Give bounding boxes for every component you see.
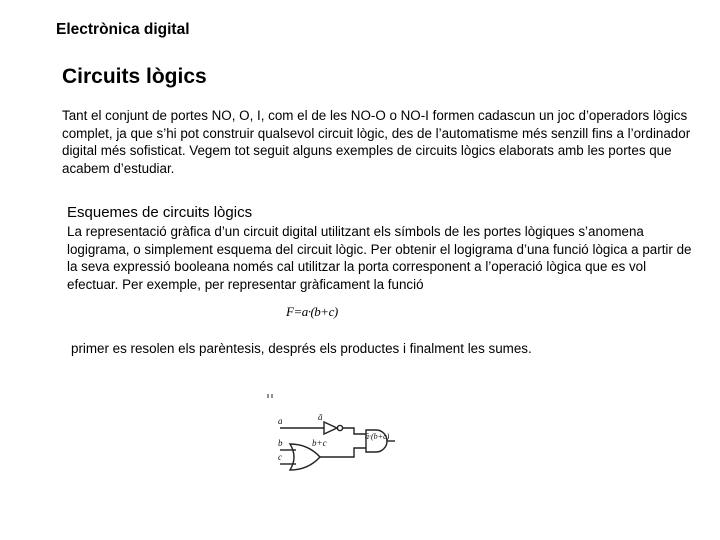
label-output: ā·(b+c) xyxy=(365,432,390,441)
note-paragraph: primer es resolen els parèntesis, després els productes i finalment les sumes. xyxy=(71,341,532,356)
section-schemes xyxy=(67,203,697,293)
section-body: La representació gràfica d’un circuit digital utilitzant els símbols de les portes lògiques s’anomena logigrama, o simplement esquema del circuit lògic. Per obtenir el logigrama d’una funció lògica a partir de la seva expressió booleana només cal utilitzar la porta corresponent a l’operació lògica que es vol efectuar. Per exemple, per representar gràficament la funció xyxy=(67,224,692,292)
label-or-out: b+c xyxy=(312,438,327,448)
label-input-b: b xyxy=(278,438,283,448)
label-input-c: c xyxy=(278,452,282,462)
label-not-out: ā xyxy=(318,412,323,422)
not-gate xyxy=(324,422,337,434)
logic-circuit-diagram xyxy=(262,384,412,476)
wire-or-out xyxy=(320,448,366,457)
section-title: Esquemes de circuits lògics xyxy=(67,204,253,221)
intro-paragraph: Tant el conjunt de portes NO, O, I, com el de les NO-O o NO-I formen cadascun un joc d’operadors lògics complet, ja que s’hi pot construir qualsevol circuit lògic, des de l’automatisme més senzill fins a l’ordinador digital més sofisticat. Vegem tot seguit alguns exemples de circuits lògics elaborats amb les portes que acabem d’estudiar. xyxy=(62,108,691,176)
page-header: Electrònica digital xyxy=(56,21,190,38)
formula: F=a·(b+c) xyxy=(286,304,338,319)
wire-not-out xyxy=(343,428,366,434)
label-input-a: a xyxy=(278,416,283,426)
page-title: Circuits lògics xyxy=(62,65,207,88)
